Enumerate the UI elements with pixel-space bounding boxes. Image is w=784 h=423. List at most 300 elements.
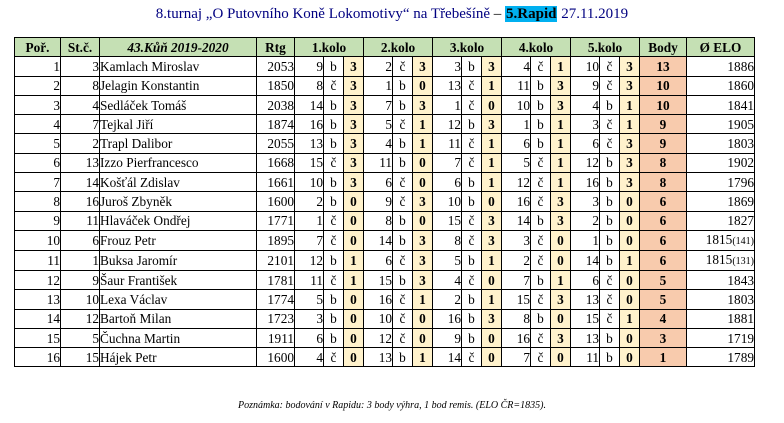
rating-cell: 1781 [257,270,295,289]
color-cell: č [600,309,620,328]
rank-cell: 10 [15,230,61,250]
round-points-cell: 0 [620,211,640,230]
avg-elo-cell [687,95,755,114]
rating-cell: 2101 [257,250,295,270]
total-points-cell: 8 [640,153,687,172]
opponent-cell: 6 [433,173,462,192]
opponent-cell: 16 [571,173,600,192]
title-dash: – [490,6,506,22]
color-cell: b [324,328,344,347]
avg-elo-cell [687,309,755,328]
start-number-cell: 1 [61,250,100,270]
round-points-cell: 3 [551,328,571,347]
opponent-cell: 1 [433,95,462,114]
rating-cell: 1911 [257,328,295,347]
opponent-cell: 10 [502,95,531,114]
table-row [15,95,755,114]
opponent-cell: 2 [364,57,393,76]
opponent-cell: 14 [502,211,531,230]
color-cell: č [462,76,482,95]
round-points-cell: 3 [482,230,502,250]
rank-cell: 7 [15,173,61,192]
color-cell: č [324,230,344,250]
player-name-cell: Izzo Pierfrancesco [100,153,257,172]
rating-cell: 2038 [257,95,295,114]
avg-elo-value: 1789 [727,349,754,365]
player-name-cell: Kamlach Miroslav [100,57,257,76]
opponent-cell: 10 [295,173,324,192]
rank-cell: 5 [15,134,61,153]
start-number-cell: 15 [61,348,100,367]
round-points-cell: 0 [344,348,364,367]
tournament-title [0,6,784,23]
round-points-cell: 1 [482,153,502,172]
player-name-cell: Lexa Václav [100,290,257,309]
color-cell: č [324,348,344,367]
opponent-cell: 15 [433,211,462,230]
color-cell: b [600,173,620,192]
color-cell: č [462,348,482,367]
round-points-cell: 3 [551,211,571,230]
player-name-cell: Sedláček Tomáš [100,95,257,114]
opponent-cell: 1 [364,76,393,95]
color-cell: b [600,230,620,250]
opponent-cell: 15 [364,270,393,289]
round-points-cell: 1 [413,115,433,134]
total-points-cell: 3 [640,328,687,347]
color-cell: č [600,290,620,309]
rating-cell: 1661 [257,173,295,192]
opponent-cell: 3 [502,230,531,250]
total-points-cell: 9 [640,115,687,134]
total-points-cell: 9 [640,134,687,153]
rank-cell: 15 [15,328,61,347]
color-cell: č [462,230,482,250]
color-cell: č [393,328,413,347]
header-row [15,38,755,57]
round-points-cell: 3 [551,192,571,211]
round-points-cell: 0 [344,328,364,347]
opponent-cell: 16 [502,328,531,347]
round-points-cell: 1 [551,153,571,172]
start-number-cell: 14 [61,173,100,192]
avg-elo-cell [687,153,755,172]
opponent-cell: 8 [502,309,531,328]
start-number-cell: 8 [61,76,100,95]
round-points-cell: 0 [482,348,502,367]
avg-elo-value: 1827 [727,213,754,229]
rating-cell: 1668 [257,153,295,172]
rating-cell: 1771 [257,211,295,230]
round-points-cell: 0 [413,173,433,192]
opponent-cell: 4 [571,95,600,114]
table-row [15,153,755,172]
color-cell: b [600,328,620,347]
opponent-cell: 3 [295,309,324,328]
round-points-cell: 3 [620,57,640,76]
color-cell: č [462,211,482,230]
opponent-cell: 9 [295,57,324,76]
color-cell: b [324,134,344,153]
avg-elo-value: 1815 [705,251,733,267]
round-points-cell: 0 [344,290,364,309]
color-cell: č [531,348,551,367]
opponent-cell: 6 [571,134,600,153]
rating-cell: 1774 [257,290,295,309]
start-number-cell: 5 [61,328,100,347]
round-points-cell: 0 [413,153,433,172]
color-cell: b [324,290,344,309]
table-row [15,173,755,192]
player-name-cell: Buksa Jaromír [100,250,257,270]
player-name-cell: Jelagin Konstantin [100,76,257,95]
avg-elo-value: 1803 [727,136,754,152]
table-row [15,134,755,153]
total-points-cell: 5 [640,290,687,309]
round-points-cell: 3 [413,230,433,250]
opponent-cell: 2 [295,192,324,211]
color-cell: b [393,270,413,289]
round-points-cell: 1 [620,115,640,134]
player-name-cell: Čuchna Martin [100,328,257,347]
avg-elo-note: (131) [732,255,754,267]
rank-cell: 8 [15,192,61,211]
round-points-cell: 0 [482,270,502,289]
round-points-cell: 3 [344,173,364,192]
avg-elo-value: 1905 [727,116,754,132]
round-points-cell: 0 [620,348,640,367]
color-cell: b [462,115,482,134]
color-cell: č [600,134,620,153]
round-points-cell: 3 [344,95,364,114]
total-points-cell: 6 [640,211,687,230]
opponent-cell: 5 [502,153,531,172]
color-cell: č [393,250,413,270]
total-points-cell: 8 [640,173,687,192]
color-cell: č [600,76,620,95]
opponent-cell: 8 [364,211,393,230]
opponent-cell: 10 [433,192,462,211]
total-points-cell: 5 [640,270,687,289]
title-date: 27.11.2019 [557,6,629,22]
rating-cell: 1874 [257,115,295,134]
avg-elo-note: (141) [732,235,754,247]
standings-table [14,37,755,367]
avg-elo-cell [687,328,755,347]
opponent-cell: 16 [433,309,462,328]
round-points-cell: 0 [413,328,433,347]
start-number-cell: 2 [61,134,100,153]
round-points-cell: 1 [620,95,640,114]
opponent-cell: 13 [571,328,600,347]
opponent-cell: 6 [571,270,600,289]
scoring-note: Poznámka: bodování v Rapidu: 3 body výhra, 1 bod remis. (ELO ČR=1835). [238,400,546,411]
rank-cell: 11 [15,250,61,270]
opponent-cell: 7 [295,230,324,250]
color-cell: č [531,173,551,192]
opponent-cell: 8 [433,230,462,250]
round-points-cell: 3 [482,57,502,76]
color-cell: b [324,95,344,114]
start-number-cell: 13 [61,153,100,172]
avg-elo-value: 1796 [727,174,754,190]
color-cell: b [600,211,620,230]
start-number-cell: 16 [61,192,100,211]
total-points-cell: 6 [640,230,687,250]
opponent-cell: 6 [364,173,393,192]
table-row [15,192,755,211]
round-points-cell: 3 [413,95,433,114]
color-cell: b [324,250,344,270]
round-points-cell: 0 [551,348,571,367]
opponent-cell: 12 [364,328,393,347]
round-points-cell: 0 [344,230,364,250]
start-number-cell: 12 [61,309,100,328]
opponent-cell: 4 [295,348,324,367]
opponent-cell: 13 [364,348,393,367]
avg-elo-cell [687,211,755,230]
opponent-cell: 1 [502,115,531,134]
round-points-cell: 3 [551,76,571,95]
rating-cell: 1600 [257,348,295,367]
header-body: Body [640,38,687,57]
header-rtg: Rtg [257,38,295,57]
player-name-cell: Juroš Zbyněk [100,192,257,211]
round-points-cell: 1 [620,309,640,328]
avg-elo-value: 1860 [727,78,754,94]
table-row [15,57,755,76]
round-points-cell: 1 [482,76,502,95]
total-points-cell: 6 [640,192,687,211]
color-cell: b [462,328,482,347]
header-round-5: 5.kolo [571,38,640,57]
color-cell: č [531,290,551,309]
color-cell: č [324,211,344,230]
round-points-cell: 0 [620,230,640,250]
rating-cell: 2053 [257,57,295,76]
round-points-cell: 1 [413,134,433,153]
round-points-cell: 1 [551,270,571,289]
opponent-cell: 9 [364,192,393,211]
opponent-cell: 6 [295,328,324,347]
opponent-cell: 11 [571,348,600,367]
round-points-cell: 3 [413,270,433,289]
round-points-cell: 3 [482,211,502,230]
rank-cell: 9 [15,211,61,230]
round-points-cell: 3 [344,134,364,153]
avg-elo-value: 1815 [705,231,733,247]
color-cell: b [393,153,413,172]
avg-elo-value: 1881 [727,311,754,327]
total-points-cell: 13 [640,57,687,76]
color-cell: č [531,57,551,76]
rating-cell: 1850 [257,76,295,95]
opponent-cell: 1 [295,211,324,230]
opponent-cell: 9 [433,328,462,347]
table-row [15,76,755,95]
round-points-cell: 0 [620,290,640,309]
opponent-cell: 7 [502,348,531,367]
round-points-cell: 0 [620,328,640,347]
start-number-cell: 3 [61,57,100,76]
round-points-cell: 3 [344,76,364,95]
round-points-cell: 3 [344,115,364,134]
opponent-cell: 2 [502,250,531,270]
avg-elo-value: 1843 [727,272,754,288]
opponent-cell: 7 [364,95,393,114]
opponent-cell: 3 [433,57,462,76]
rank-cell: 3 [15,95,61,114]
round-points-cell: 1 [413,290,433,309]
color-cell: č [531,192,551,211]
rank-cell: 6 [15,153,61,172]
round-points-cell: 1 [344,270,364,289]
round-points-cell: 0 [482,328,502,347]
rank-cell: 4 [15,115,61,134]
avg-elo-cell [687,76,755,95]
round-points-cell: 1 [482,173,502,192]
color-cell: b [600,250,620,270]
header-round-4: 4.kolo [502,38,571,57]
avg-elo-cell [687,250,755,270]
round-points-cell: 3 [413,192,433,211]
color-cell: č [324,153,344,172]
opponent-cell: 15 [295,153,324,172]
avg-elo-cell [687,173,755,192]
color-cell: b [393,76,413,95]
table-row [15,290,755,309]
table-row [15,211,755,230]
round-points-cell: 1 [482,134,502,153]
avg-elo-cell [687,230,755,250]
avg-elo-cell [687,134,755,153]
rank-cell: 2 [15,76,61,95]
total-points-cell: 6 [640,250,687,270]
round-points-cell: 3 [620,76,640,95]
avg-elo-value: 1719 [727,330,754,346]
table-row [15,230,755,250]
header-stc: St.č. [61,38,100,57]
opponent-cell: 16 [502,192,531,211]
color-cell: b [462,250,482,270]
color-cell: b [531,115,551,134]
opponent-cell: 3 [571,192,600,211]
player-name-cell: Frouz Petr [100,230,257,250]
header-round-3: 3.kolo [433,38,502,57]
round-points-cell: 1 [551,173,571,192]
round-points-cell: 0 [551,250,571,270]
player-name-cell: Bartoň Milan [100,309,257,328]
total-points-cell: 4 [640,309,687,328]
color-cell: č [324,270,344,289]
opponent-cell: 11 [433,134,462,153]
color-cell: č [324,76,344,95]
color-cell: b [324,57,344,76]
round-points-cell: 1 [620,250,640,270]
opponent-cell: 16 [295,115,324,134]
color-cell: b [324,173,344,192]
color-cell: č [462,134,482,153]
table-row [15,348,755,367]
color-cell: b [462,309,482,328]
opponent-cell: 7 [502,270,531,289]
opponent-cell: 15 [502,290,531,309]
opponent-cell: 5 [295,290,324,309]
round-points-cell: 3 [551,95,571,114]
round-points-cell: 0 [620,270,640,289]
start-number-cell: 10 [61,290,100,309]
opponent-cell: 3 [571,115,600,134]
round-points-cell: 1 [551,134,571,153]
table-row [15,250,755,270]
title-rapid: 5.Rapid [506,6,557,22]
round-points-cell: 0 [620,192,640,211]
total-points-cell: 10 [640,95,687,114]
player-name-cell: Šaur František [100,270,257,289]
round-points-cell: 3 [482,309,502,328]
opponent-cell: 6 [364,250,393,270]
opponent-cell: 14 [571,250,600,270]
opponent-cell: 7 [433,153,462,172]
color-cell: b [324,115,344,134]
color-cell: b [531,211,551,230]
opponent-cell: 12 [571,153,600,172]
color-cell: b [531,270,551,289]
round-points-cell: 0 [482,95,502,114]
color-cell: č [531,328,551,347]
opponent-cell: 1 [571,230,600,250]
total-points-cell: 1 [640,348,687,367]
color-cell: č [531,153,551,172]
avg-elo-cell [687,115,755,134]
color-cell: b [462,192,482,211]
avg-elo-value: 1803 [727,291,754,307]
color-cell: č [393,115,413,134]
color-cell: b [393,348,413,367]
opponent-cell: 10 [364,309,393,328]
table-row [15,309,755,328]
round-points-cell: 1 [482,250,502,270]
rank-cell: 1 [15,57,61,76]
start-number-cell: 4 [61,95,100,114]
player-name-cell: Trapl Dalibor [100,134,257,153]
color-cell: b [462,173,482,192]
total-points-cell: 10 [640,76,687,95]
opponent-cell: 13 [295,134,324,153]
color-cell: b [324,309,344,328]
rank-cell: 13 [15,290,61,309]
color-cell: č [393,173,413,192]
round-points-cell: 3 [620,153,640,172]
player-name-cell: Košťál Zdislav [100,173,257,192]
start-number-cell: 9 [61,270,100,289]
table-row [15,270,755,289]
round-points-cell: 3 [551,290,571,309]
header-season: 43.Kůň 2019-2020 [100,38,257,57]
color-cell: b [324,192,344,211]
color-cell: č [393,290,413,309]
opponent-cell: 16 [364,290,393,309]
start-number-cell: 7 [61,115,100,134]
opponent-cell: 4 [364,134,393,153]
color-cell: č [393,309,413,328]
opponent-cell: 10 [571,57,600,76]
title-main: 8.turnaj „O Putovního Koně Lokomotivy“ na Třebešíně [155,6,491,22]
player-name-cell: Hlaváček Ondřej [100,211,257,230]
color-cell: b [531,76,551,95]
color-cell: č [600,57,620,76]
round-points-cell: 3 [344,57,364,76]
